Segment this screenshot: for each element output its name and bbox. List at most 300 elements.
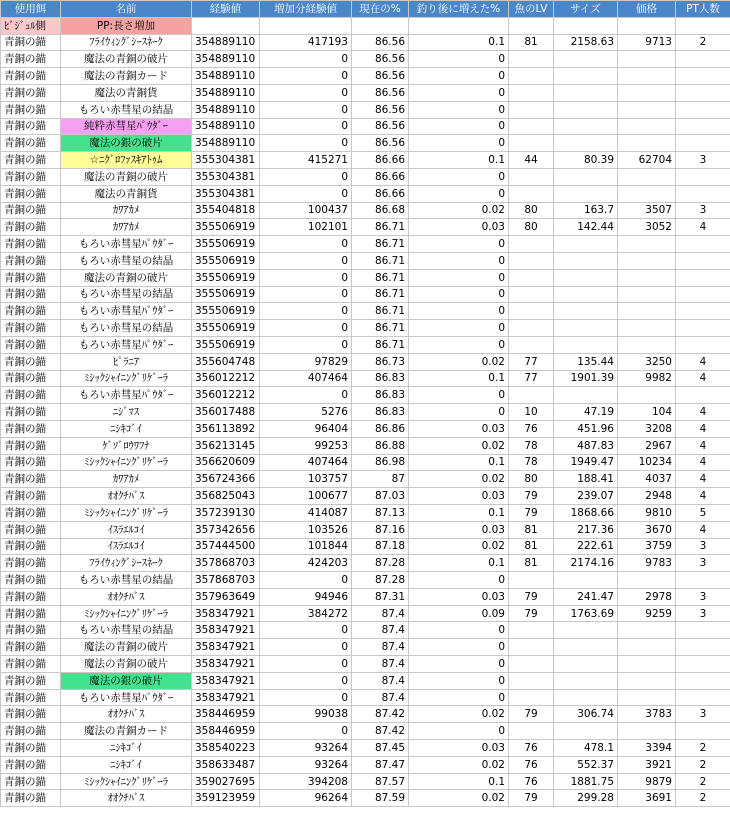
price-cell[interactable] bbox=[618, 236, 676, 253]
name-cell[interactable]: もろい赤彗星の結晶 bbox=[61, 101, 192, 118]
price-cell[interactable] bbox=[618, 269, 676, 286]
current-pct-cell[interactable]: 86.88 bbox=[352, 437, 409, 454]
price-cell[interactable]: 3250 bbox=[618, 353, 676, 370]
price-cell[interactable]: 104 bbox=[618, 404, 676, 421]
gain-cell[interactable]: 0 bbox=[260, 723, 352, 740]
current-pct-cell[interactable]: 87.47 bbox=[352, 756, 409, 773]
fish-level-cell[interactable]: 79 bbox=[509, 504, 554, 521]
price-cell[interactable] bbox=[618, 723, 676, 740]
exp-cell[interactable]: 355506919 bbox=[192, 320, 260, 337]
size-cell[interactable]: 1881.75 bbox=[554, 773, 618, 790]
current-pct-cell[interactable]: 87.16 bbox=[352, 521, 409, 538]
fish-level-cell[interactable] bbox=[509, 656, 554, 673]
party-size-cell[interactable] bbox=[676, 185, 730, 202]
increase-pct-cell[interactable]: 0.03 bbox=[409, 521, 509, 538]
name-cell[interactable]: もろい赤彗星の結晶 bbox=[61, 252, 192, 269]
gain-cell[interactable]: 0 bbox=[260, 101, 352, 118]
name-cell[interactable]: もろい赤彗星ﾊﾟｳﾀﾞｰ bbox=[61, 236, 192, 253]
gain-cell[interactable]: 0 bbox=[260, 68, 352, 85]
current-pct-cell[interactable]: 87.28 bbox=[352, 572, 409, 589]
gain-cell[interactable]: 0 bbox=[260, 252, 352, 269]
bait-cell[interactable]: 青銅の錨 bbox=[1, 370, 61, 387]
exp-cell[interactable]: 355506919 bbox=[192, 269, 260, 286]
current-pct-cell[interactable]: 86.66 bbox=[352, 152, 409, 169]
size-cell[interactable]: 1949.47 bbox=[554, 454, 618, 471]
party-size-cell[interactable] bbox=[676, 572, 730, 589]
empty-cell[interactable] bbox=[554, 17, 618, 34]
current-pct-cell[interactable]: 86.66 bbox=[352, 185, 409, 202]
fish-level-cell[interactable]: 78 bbox=[509, 437, 554, 454]
party-size-cell[interactable]: 2 bbox=[676, 740, 730, 757]
gain-cell[interactable]: 0 bbox=[260, 168, 352, 185]
exp-cell[interactable]: 358347921 bbox=[192, 689, 260, 706]
name-cell[interactable]: ｵｵｸﾁﾊﾞｽ bbox=[61, 790, 192, 807]
increase-pct-cell[interactable]: 0 bbox=[409, 269, 509, 286]
price-cell[interactable] bbox=[618, 51, 676, 68]
price-cell[interactable] bbox=[618, 303, 676, 320]
bait-cell[interactable]: 青銅の錨 bbox=[1, 790, 61, 807]
exp-cell[interactable]: 356213145 bbox=[192, 437, 260, 454]
size-cell[interactable] bbox=[554, 387, 618, 404]
price-cell[interactable]: 2967 bbox=[618, 437, 676, 454]
current-pct-cell[interactable]: 86.56 bbox=[352, 51, 409, 68]
party-size-cell[interactable]: 3 bbox=[676, 706, 730, 723]
party-size-cell[interactable]: 2 bbox=[676, 756, 730, 773]
exp-cell[interactable]: 355304381 bbox=[192, 185, 260, 202]
fish-level-cell[interactable]: 80 bbox=[509, 219, 554, 236]
increase-pct-cell[interactable]: 0 bbox=[409, 572, 509, 589]
size-cell[interactable]: 217.36 bbox=[554, 521, 618, 538]
size-cell[interactable] bbox=[554, 269, 618, 286]
price-cell[interactable] bbox=[618, 168, 676, 185]
increase-pct-cell[interactable]: 0 bbox=[409, 387, 509, 404]
size-cell[interactable] bbox=[554, 572, 618, 589]
exp-cell[interactable]: 355304381 bbox=[192, 152, 260, 169]
increase-pct-cell[interactable]: 0.1 bbox=[409, 34, 509, 51]
exp-cell[interactable]: 358347921 bbox=[192, 622, 260, 639]
current-pct-cell[interactable]: 86.71 bbox=[352, 269, 409, 286]
name-cell[interactable]: ﾐｼｯｸｼｬｲﾆﾝｸﾞﾘｹﾞｰﾗ bbox=[61, 504, 192, 521]
gain-cell[interactable]: 103526 bbox=[260, 521, 352, 538]
size-cell[interactable]: 552.37 bbox=[554, 756, 618, 773]
exp-cell[interactable]: 358633487 bbox=[192, 756, 260, 773]
size-cell[interactable]: 135.44 bbox=[554, 353, 618, 370]
name-cell[interactable]: ｹﾞｿﾞﾛｳﾜﾌﾅ bbox=[61, 437, 192, 454]
party-size-cell[interactable] bbox=[676, 672, 730, 689]
size-cell[interactable] bbox=[554, 168, 618, 185]
current-pct-cell[interactable]: 87.42 bbox=[352, 723, 409, 740]
increase-pct-cell[interactable]: 0 bbox=[409, 656, 509, 673]
bait-cell[interactable]: 青銅の錨 bbox=[1, 656, 61, 673]
increase-pct-cell[interactable]: 0.03 bbox=[409, 420, 509, 437]
fish-level-cell[interactable]: 79 bbox=[509, 488, 554, 505]
party-size-cell[interactable]: 4 bbox=[676, 219, 730, 236]
party-size-cell[interactable]: 3 bbox=[676, 202, 730, 219]
size-cell[interactable] bbox=[554, 672, 618, 689]
name-cell[interactable]: 魔法の青銅カード bbox=[61, 723, 192, 740]
gain-cell[interactable]: 103757 bbox=[260, 471, 352, 488]
increase-pct-cell[interactable]: 0 bbox=[409, 118, 509, 135]
current-pct-cell[interactable]: 87.31 bbox=[352, 588, 409, 605]
party-size-cell[interactable] bbox=[676, 336, 730, 353]
pp-note-cell[interactable]: PP:長さ増加 bbox=[61, 17, 192, 34]
current-pct-cell[interactable]: 87.57 bbox=[352, 773, 409, 790]
exp-cell[interactable]: 354889110 bbox=[192, 135, 260, 152]
exp-cell[interactable]: 356113892 bbox=[192, 420, 260, 437]
exp-cell[interactable]: 354889110 bbox=[192, 51, 260, 68]
exp-cell[interactable]: 355404818 bbox=[192, 202, 260, 219]
increase-pct-cell[interactable]: 0 bbox=[409, 135, 509, 152]
price-cell[interactable]: 10234 bbox=[618, 454, 676, 471]
fish-level-cell[interactable] bbox=[509, 689, 554, 706]
bait-cell[interactable]: 青銅の錨 bbox=[1, 202, 61, 219]
size-cell[interactable] bbox=[554, 51, 618, 68]
exp-cell[interactable]: 357868703 bbox=[192, 572, 260, 589]
size-cell[interactable] bbox=[554, 236, 618, 253]
size-cell[interactable]: 478.1 bbox=[554, 740, 618, 757]
fish-level-cell[interactable] bbox=[509, 135, 554, 152]
price-cell[interactable]: 9810 bbox=[618, 504, 676, 521]
exp-cell[interactable]: 355604748 bbox=[192, 353, 260, 370]
gain-cell[interactable]: 0 bbox=[260, 51, 352, 68]
party-size-cell[interactable] bbox=[676, 303, 730, 320]
fish-level-cell[interactable] bbox=[509, 639, 554, 656]
name-cell[interactable]: もろい赤彗星の結晶 bbox=[61, 320, 192, 337]
fish-level-cell[interactable]: 77 bbox=[509, 353, 554, 370]
size-cell[interactable]: 142.44 bbox=[554, 219, 618, 236]
exp-cell[interactable]: 356017488 bbox=[192, 404, 260, 421]
bait-cell[interactable]: 青銅の錨 bbox=[1, 404, 61, 421]
party-size-cell[interactable] bbox=[676, 656, 730, 673]
fish-level-cell[interactable]: 78 bbox=[509, 454, 554, 471]
gain-cell[interactable]: 93264 bbox=[260, 740, 352, 757]
bait-cell[interactable]: 青銅の錨 bbox=[1, 471, 61, 488]
name-cell[interactable]: 魔法の青銅貨 bbox=[61, 185, 192, 202]
bait-cell[interactable]: 青銅の錨 bbox=[1, 588, 61, 605]
current-pct-cell[interactable]: 86.86 bbox=[352, 420, 409, 437]
name-cell[interactable]: ｶﾜｱｶﾒ bbox=[61, 219, 192, 236]
party-size-cell[interactable] bbox=[676, 286, 730, 303]
price-cell[interactable] bbox=[618, 639, 676, 656]
current-pct-cell[interactable]: 86.83 bbox=[352, 370, 409, 387]
bait-cell[interactable]: 青銅の錨 bbox=[1, 185, 61, 202]
name-cell[interactable]: ﾌﾗｲｳｨﾝｸﾞｼｰｽﾈｰｸ bbox=[61, 34, 192, 51]
fish-level-cell[interactable]: 80 bbox=[509, 202, 554, 219]
price-cell[interactable]: 9982 bbox=[618, 370, 676, 387]
empty-cell[interactable] bbox=[509, 17, 554, 34]
increase-pct-cell[interactable]: 0 bbox=[409, 236, 509, 253]
exp-cell[interactable]: 355506919 bbox=[192, 236, 260, 253]
bait-cell[interactable]: 青銅の錨 bbox=[1, 437, 61, 454]
name-cell[interactable]: ﾆｼｷｺﾞｲ bbox=[61, 756, 192, 773]
col-header-fish-level[interactable]: 魚のLV bbox=[509, 1, 554, 18]
price-cell[interactable] bbox=[618, 84, 676, 101]
empty-cell[interactable] bbox=[352, 17, 409, 34]
size-cell[interactable] bbox=[554, 252, 618, 269]
exp-cell[interactable]: 356825043 bbox=[192, 488, 260, 505]
name-cell[interactable]: もろい赤彗星の結晶 bbox=[61, 622, 192, 639]
size-cell[interactable]: 47.19 bbox=[554, 404, 618, 421]
gain-cell[interactable]: 0 bbox=[260, 689, 352, 706]
bait-cell[interactable]: 青銅の錨 bbox=[1, 34, 61, 51]
increase-pct-cell[interactable]: 0 bbox=[409, 639, 509, 656]
price-cell[interactable] bbox=[618, 672, 676, 689]
current-pct-cell[interactable]: 86.71 bbox=[352, 303, 409, 320]
current-pct-cell[interactable]: 86.71 bbox=[352, 252, 409, 269]
col-header-price[interactable]: 価格 bbox=[618, 1, 676, 18]
exp-cell[interactable]: 357963649 bbox=[192, 588, 260, 605]
size-cell[interactable]: 241.47 bbox=[554, 588, 618, 605]
size-cell[interactable] bbox=[554, 303, 618, 320]
name-cell[interactable]: ﾆｼｷｺﾞｲ bbox=[61, 420, 192, 437]
bait-cell[interactable]: 青銅の錨 bbox=[1, 555, 61, 572]
increase-pct-cell[interactable]: 0 bbox=[409, 320, 509, 337]
gain-cell[interactable]: 414087 bbox=[260, 504, 352, 521]
party-size-cell[interactable] bbox=[676, 236, 730, 253]
increase-pct-cell[interactable]: 0 bbox=[409, 68, 509, 85]
increase-pct-cell[interactable]: 0.02 bbox=[409, 538, 509, 555]
bait-cell[interactable]: 青銅の錨 bbox=[1, 353, 61, 370]
size-cell[interactable] bbox=[554, 320, 618, 337]
gain-cell[interactable]: 0 bbox=[260, 336, 352, 353]
increase-pct-cell[interactable]: 0 bbox=[409, 303, 509, 320]
empty-cell[interactable] bbox=[676, 17, 730, 34]
current-pct-cell[interactable]: 86.68 bbox=[352, 202, 409, 219]
increase-pct-cell[interactable]: 0.03 bbox=[409, 488, 509, 505]
gain-cell[interactable]: 94946 bbox=[260, 588, 352, 605]
increase-pct-cell[interactable]: 0.02 bbox=[409, 756, 509, 773]
party-size-cell[interactable] bbox=[676, 622, 730, 639]
fish-level-cell[interactable]: 79 bbox=[509, 588, 554, 605]
size-cell[interactable] bbox=[554, 68, 618, 85]
increase-pct-cell[interactable]: 0 bbox=[409, 252, 509, 269]
gain-cell[interactable]: 96404 bbox=[260, 420, 352, 437]
gain-cell[interactable]: 0 bbox=[260, 118, 352, 135]
party-size-cell[interactable] bbox=[676, 118, 730, 135]
size-cell[interactable]: 222.61 bbox=[554, 538, 618, 555]
size-cell[interactable] bbox=[554, 689, 618, 706]
gain-cell[interactable]: 394208 bbox=[260, 773, 352, 790]
current-pct-cell[interactable]: 87.4 bbox=[352, 605, 409, 622]
party-size-cell[interactable] bbox=[676, 387, 730, 404]
bait-cell[interactable]: 青銅の錨 bbox=[1, 420, 61, 437]
fish-level-cell[interactable] bbox=[509, 269, 554, 286]
name-cell[interactable]: もろい赤彗星ﾊﾟｳﾀﾞｰ bbox=[61, 336, 192, 353]
price-cell[interactable] bbox=[618, 185, 676, 202]
current-pct-cell[interactable]: 86.56 bbox=[352, 101, 409, 118]
increase-pct-cell[interactable]: 0.02 bbox=[409, 790, 509, 807]
name-cell[interactable]: 魔法の青銅貨 bbox=[61, 84, 192, 101]
fish-level-cell[interactable]: 80 bbox=[509, 471, 554, 488]
name-cell[interactable]: ﾐｼｯｸｼｬｲﾆﾝｸﾞﾘｹﾞｰﾗ bbox=[61, 773, 192, 790]
exp-cell[interactable]: 354889110 bbox=[192, 68, 260, 85]
bait-cell[interactable]: 青銅の錨 bbox=[1, 622, 61, 639]
increase-pct-cell[interactable]: 0.03 bbox=[409, 219, 509, 236]
bait-cell[interactable]: 青銅の錨 bbox=[1, 689, 61, 706]
gain-cell[interactable]: 100677 bbox=[260, 488, 352, 505]
increase-pct-cell[interactable]: 0.02 bbox=[409, 706, 509, 723]
current-pct-cell[interactable]: 86.56 bbox=[352, 68, 409, 85]
price-cell[interactable]: 9259 bbox=[618, 605, 676, 622]
price-cell[interactable]: 3783 bbox=[618, 706, 676, 723]
fish-level-cell[interactable]: 81 bbox=[509, 521, 554, 538]
gain-cell[interactable]: 5276 bbox=[260, 404, 352, 421]
party-size-cell[interactable]: 4 bbox=[676, 370, 730, 387]
current-pct-cell[interactable]: 86.73 bbox=[352, 353, 409, 370]
bait-cell[interactable]: 青銅の錨 bbox=[1, 303, 61, 320]
current-pct-cell[interactable]: 87.4 bbox=[352, 639, 409, 656]
current-pct-cell[interactable]: 86.71 bbox=[352, 336, 409, 353]
size-cell[interactable] bbox=[554, 622, 618, 639]
name-cell[interactable]: ｵｵｸﾁﾊﾞｽ bbox=[61, 588, 192, 605]
fish-level-cell[interactable]: 76 bbox=[509, 420, 554, 437]
fish-level-cell[interactable] bbox=[509, 387, 554, 404]
name-cell[interactable]: 魔法の青銅の破片 bbox=[61, 656, 192, 673]
size-cell[interactable]: 188.41 bbox=[554, 471, 618, 488]
fish-level-cell[interactable] bbox=[509, 236, 554, 253]
exp-cell[interactable]: 359027695 bbox=[192, 773, 260, 790]
bait-cell[interactable]: 青銅の錨 bbox=[1, 336, 61, 353]
gain-cell[interactable]: 0 bbox=[260, 236, 352, 253]
empty-cell[interactable] bbox=[192, 17, 260, 34]
fish-level-cell[interactable] bbox=[509, 320, 554, 337]
current-pct-cell[interactable]: 86.71 bbox=[352, 320, 409, 337]
fish-level-cell[interactable] bbox=[509, 101, 554, 118]
price-cell[interactable] bbox=[618, 135, 676, 152]
fish-level-cell[interactable] bbox=[509, 252, 554, 269]
exp-cell[interactable]: 358347921 bbox=[192, 605, 260, 622]
party-size-cell[interactable]: 4 bbox=[676, 521, 730, 538]
bait-cell[interactable]: 青銅の錨 bbox=[1, 672, 61, 689]
bait-cell[interactable]: 青銅の錨 bbox=[1, 135, 61, 152]
size-cell[interactable] bbox=[554, 185, 618, 202]
exp-cell[interactable]: 355506919 bbox=[192, 336, 260, 353]
exp-cell[interactable]: 358347921 bbox=[192, 656, 260, 673]
name-cell[interactable]: もろい赤彗星ﾊﾟｳﾀﾞｰ bbox=[61, 303, 192, 320]
increase-pct-cell[interactable]: 0 bbox=[409, 336, 509, 353]
price-cell[interactable]: 2978 bbox=[618, 588, 676, 605]
fish-level-cell[interactable] bbox=[509, 336, 554, 353]
size-cell[interactable]: 1901.39 bbox=[554, 370, 618, 387]
party-size-cell[interactable] bbox=[676, 269, 730, 286]
bait-cell[interactable]: 青銅の錨 bbox=[1, 320, 61, 337]
increase-pct-cell[interactable]: 0 bbox=[409, 622, 509, 639]
party-size-cell[interactable]: 3 bbox=[676, 555, 730, 572]
increase-pct-cell[interactable]: 0.1 bbox=[409, 555, 509, 572]
price-cell[interactable]: 9879 bbox=[618, 773, 676, 790]
increase-pct-cell[interactable]: 0.09 bbox=[409, 605, 509, 622]
name-cell[interactable]: 魔法の青銅の破片 bbox=[61, 168, 192, 185]
name-cell[interactable]: ﾆｼﾞﾏｽ bbox=[61, 404, 192, 421]
gain-cell[interactable]: 0 bbox=[260, 84, 352, 101]
exp-cell[interactable]: 359123959 bbox=[192, 790, 260, 807]
price-cell[interactable]: 2948 bbox=[618, 488, 676, 505]
size-cell[interactable] bbox=[554, 135, 618, 152]
bait-cell[interactable]: 青銅の錨 bbox=[1, 118, 61, 135]
price-cell[interactable] bbox=[618, 118, 676, 135]
name-cell[interactable]: ﾆｼｷｺﾞｲ bbox=[61, 740, 192, 757]
party-size-cell[interactable]: 4 bbox=[676, 437, 730, 454]
price-cell[interactable]: 62704 bbox=[618, 152, 676, 169]
price-cell[interactable]: 3691 bbox=[618, 790, 676, 807]
name-cell[interactable]: ｲｽﾗｴﾙｺｲ bbox=[61, 538, 192, 555]
increase-pct-cell[interactable]: 0 bbox=[409, 689, 509, 706]
exp-cell[interactable]: 356012212 bbox=[192, 370, 260, 387]
gain-cell[interactable]: 0 bbox=[260, 286, 352, 303]
current-pct-cell[interactable]: 87.42 bbox=[352, 706, 409, 723]
current-pct-cell[interactable]: 87.13 bbox=[352, 504, 409, 521]
name-cell[interactable]: ｵｵｸﾁﾊﾞｽ bbox=[61, 488, 192, 505]
increase-pct-cell[interactable]: 0.1 bbox=[409, 504, 509, 521]
increase-pct-cell[interactable]: 0.1 bbox=[409, 773, 509, 790]
gain-cell[interactable]: 101844 bbox=[260, 538, 352, 555]
current-pct-cell[interactable]: 87 bbox=[352, 471, 409, 488]
exp-cell[interactable]: 358446959 bbox=[192, 723, 260, 740]
current-pct-cell[interactable]: 86.71 bbox=[352, 286, 409, 303]
col-header-bait[interactable]: 使用餌 bbox=[1, 1, 61, 18]
gain-cell[interactable]: 0 bbox=[260, 185, 352, 202]
party-size-cell[interactable] bbox=[676, 135, 730, 152]
current-pct-cell[interactable]: 87.28 bbox=[352, 555, 409, 572]
gain-cell[interactable]: 0 bbox=[260, 135, 352, 152]
exp-cell[interactable]: 358347921 bbox=[192, 639, 260, 656]
party-size-cell[interactable]: 5 bbox=[676, 504, 730, 521]
party-size-cell[interactable]: 2 bbox=[676, 790, 730, 807]
price-cell[interactable] bbox=[618, 387, 676, 404]
exp-cell[interactable]: 357239130 bbox=[192, 504, 260, 521]
bait-cell[interactable]: 青銅の錨 bbox=[1, 387, 61, 404]
bait-cell[interactable]: 青銅の錨 bbox=[1, 488, 61, 505]
party-size-cell[interactable]: 3 bbox=[676, 538, 730, 555]
gain-cell[interactable]: 0 bbox=[260, 656, 352, 673]
bait-cell[interactable]: 青銅の錨 bbox=[1, 68, 61, 85]
fish-level-cell[interactable]: 79 bbox=[509, 706, 554, 723]
fish-level-cell[interactable]: 79 bbox=[509, 605, 554, 622]
price-cell[interactable]: 3507 bbox=[618, 202, 676, 219]
col-header-increase-pct[interactable]: 釣り後に増えた% bbox=[409, 1, 509, 18]
price-cell[interactable] bbox=[618, 689, 676, 706]
bait-cell[interactable]: 青銅の錨 bbox=[1, 219, 61, 236]
bait-cell[interactable]: 青銅の錨 bbox=[1, 252, 61, 269]
price-cell[interactable]: 3052 bbox=[618, 219, 676, 236]
col-header-name[interactable]: 名前 bbox=[61, 1, 192, 18]
party-size-cell[interactable]: 3 bbox=[676, 152, 730, 169]
increase-pct-cell[interactable]: 0 bbox=[409, 723, 509, 740]
bait-cell[interactable]: 青銅の錨 bbox=[1, 101, 61, 118]
party-size-cell[interactable] bbox=[676, 84, 730, 101]
fish-level-cell[interactable] bbox=[509, 185, 554, 202]
current-pct-cell[interactable]: 87.59 bbox=[352, 790, 409, 807]
increase-pct-cell[interactable]: 0 bbox=[409, 51, 509, 68]
name-cell[interactable]: ﾋﾟﾗﾆｱ bbox=[61, 353, 192, 370]
name-cell[interactable]: 魔法の青銅の破片 bbox=[61, 51, 192, 68]
bait-cell[interactable]: 青銅の錨 bbox=[1, 521, 61, 538]
party-size-cell[interactable]: 3 bbox=[676, 588, 730, 605]
exp-cell[interactable]: 358446959 bbox=[192, 706, 260, 723]
size-cell[interactable]: 306.74 bbox=[554, 706, 618, 723]
size-cell[interactable]: 1868.66 bbox=[554, 504, 618, 521]
empty-cell[interactable] bbox=[260, 17, 352, 34]
name-cell[interactable]: ☆ﾆｸﾞﾛﾌｧｽｷｱﾄｩﾑ bbox=[61, 152, 192, 169]
exp-cell[interactable]: 356724366 bbox=[192, 471, 260, 488]
current-pct-cell[interactable]: 86.56 bbox=[352, 135, 409, 152]
increase-pct-cell[interactable]: 0 bbox=[409, 672, 509, 689]
party-size-cell[interactable]: 4 bbox=[676, 420, 730, 437]
exp-cell[interactable]: 355304381 bbox=[192, 168, 260, 185]
fish-level-cell[interactable]: 77 bbox=[509, 370, 554, 387]
current-pct-cell[interactable]: 86.71 bbox=[352, 219, 409, 236]
party-size-cell[interactable] bbox=[676, 252, 730, 269]
